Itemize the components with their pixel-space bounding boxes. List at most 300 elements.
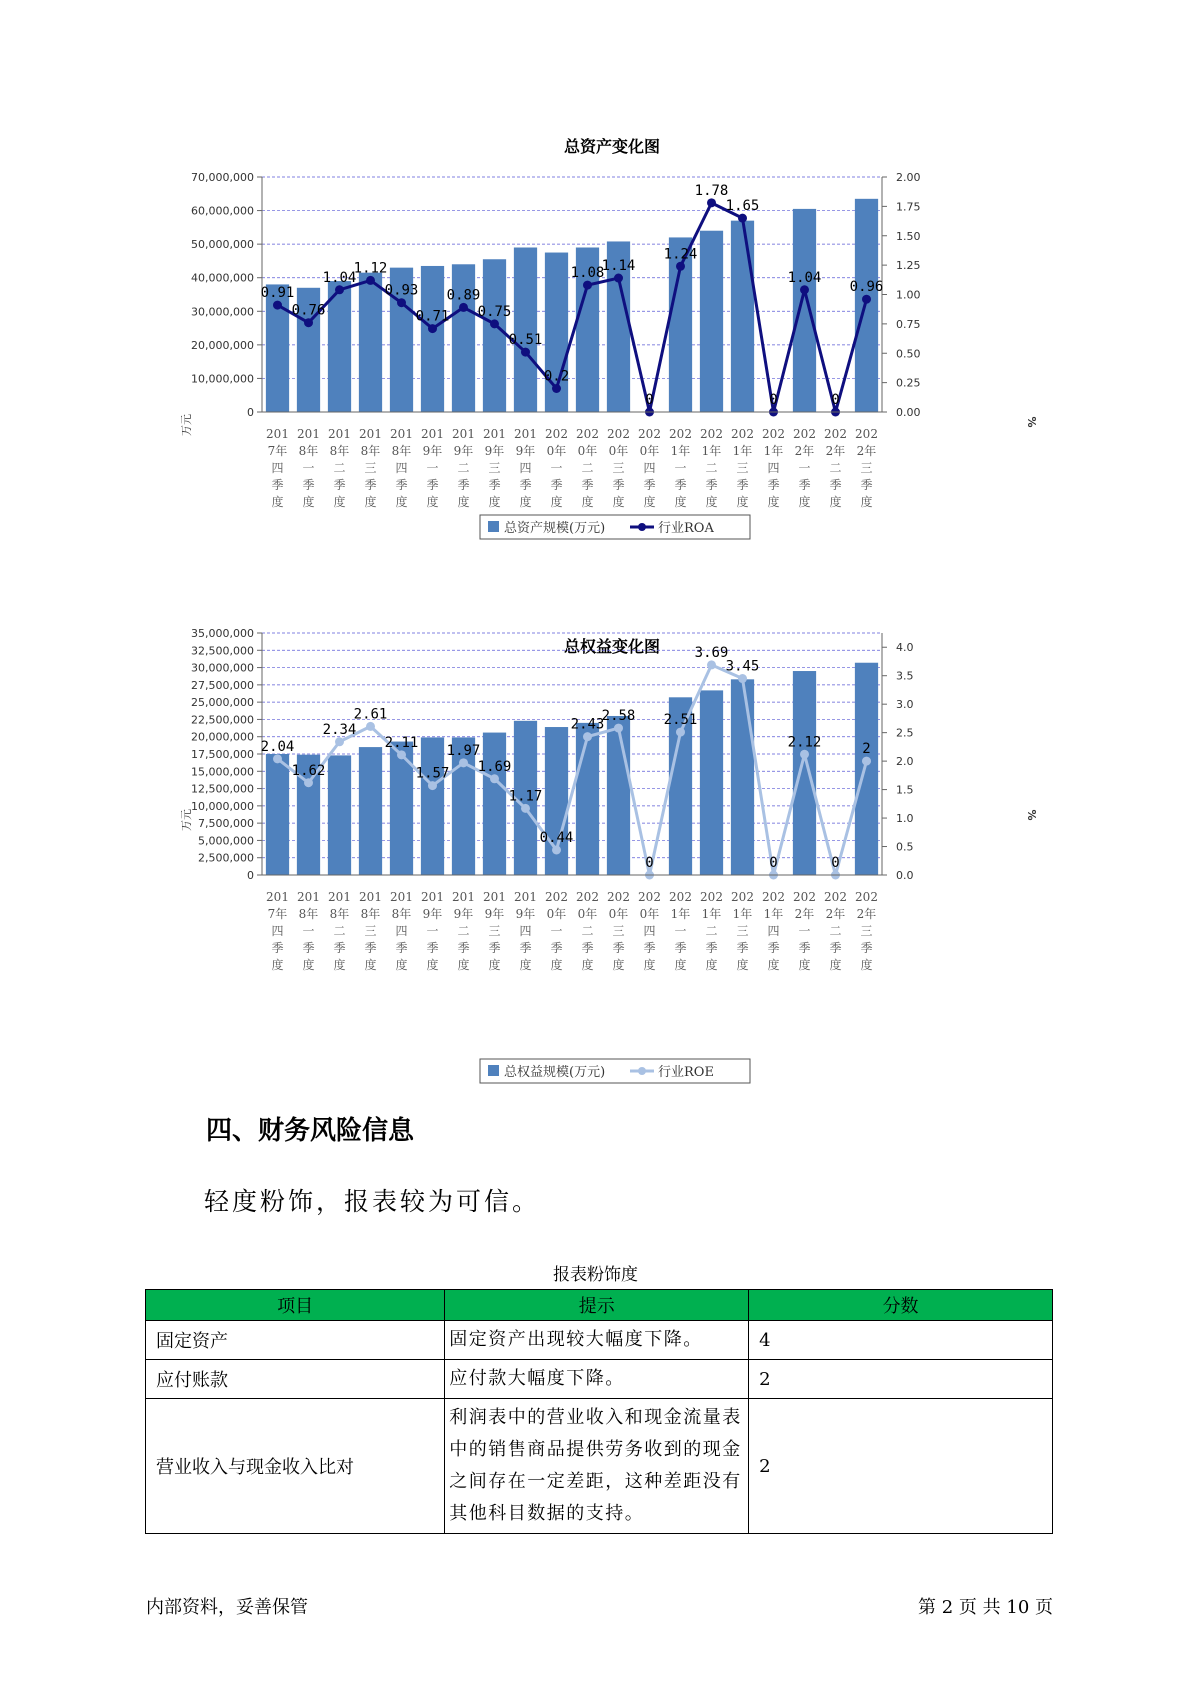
chart-legend <box>480 1059 750 1083</box>
x-tick-label-line: 202 <box>855 427 878 441</box>
x-tick-label <box>669 890 692 972</box>
bar <box>731 221 754 412</box>
y-tick-label: 2,500,000 <box>198 851 254 865</box>
x-tick-label-line: 季 <box>426 478 439 492</box>
header-hint: 提示 <box>445 1290 749 1321</box>
y2-tick-label: 1.50 <box>896 229 921 243</box>
y2-axis-label: % <box>1025 416 1038 428</box>
x-tick-label-line: 季 <box>829 478 842 492</box>
x-tick-label <box>421 427 444 509</box>
x-tick-label <box>328 890 351 972</box>
x-tick-label-line: 度 <box>457 495 470 509</box>
x-tick-label-line: 季 <box>643 941 656 955</box>
data-label: 1.12 <box>353 260 388 277</box>
data-label: 0 <box>645 855 654 871</box>
section-heading: 四、财务风险信息 <box>206 1116 415 1146</box>
x-tick-label <box>793 427 816 509</box>
x-tick-label-line: 季 <box>364 478 377 492</box>
x-tick-label-line: 度 <box>550 958 563 972</box>
data-label: 0.76 <box>291 302 326 319</box>
x-tick-label-line: 三 <box>364 461 377 475</box>
risk-summary: 轻度粉饰，报表较为可信。 <box>204 1187 541 1216</box>
x-tick-label <box>638 427 661 509</box>
x-tick-label-line: 二 <box>829 924 842 938</box>
x-tick-label-line: 202 <box>545 890 568 904</box>
x-tick-label-line: 季 <box>860 478 873 492</box>
bar <box>793 671 816 875</box>
x-tick-label-line: 201 <box>452 890 475 904</box>
x-tick-label-line: 202 <box>700 427 723 441</box>
footer-confidential: 内部资料，妥善保管 <box>146 1597 308 1618</box>
x-tick-label-line: 季 <box>798 941 811 955</box>
x-tick-label-line: 8年 <box>298 444 319 458</box>
x-tick-label-line: 度 <box>581 958 594 972</box>
x-tick-label-line: 季 <box>767 478 780 492</box>
x-tick-label-line: 二 <box>829 461 842 475</box>
x-tick-label-line: 202 <box>731 890 754 904</box>
data-label: 1.65 <box>725 198 760 215</box>
y-tick-label: 60,000,000 <box>191 204 254 218</box>
table-row <box>146 1399 1053 1534</box>
data-label: 2.04 <box>260 738 295 755</box>
x-tick-label-line: 二 <box>457 924 470 938</box>
x-tick-label-line: 三 <box>736 924 749 938</box>
x-tick-label-line: 202 <box>731 427 754 441</box>
x-tick-label-line: 二 <box>705 461 718 475</box>
row-hint: 利润表中的营业收入和现金流量表中的销售商品提供劳务收到的现金之间存在一定差距，这种差距没有其他科目数据的支持。 <box>445 1399 749 1534</box>
x-tick-label-line: 三 <box>612 461 625 475</box>
x-tick-label-line: 季 <box>519 941 532 955</box>
series-point <box>738 214 747 223</box>
x-tick-label-line: 二 <box>705 924 718 938</box>
x-tick-label-line: 202 <box>669 427 692 441</box>
data-label: 0.96 <box>849 279 884 296</box>
data-label: 0.91 <box>260 285 295 302</box>
x-tick-label <box>452 427 475 509</box>
bar <box>328 281 351 412</box>
series-point <box>459 303 468 312</box>
y2-tick-label: 1.75 <box>896 200 921 214</box>
x-tick-label-line: 201 <box>421 427 444 441</box>
data-label: 2 <box>862 741 871 758</box>
x-tick-label-line: 2年 <box>794 444 815 458</box>
x-tick-label-line: 季 <box>426 941 439 955</box>
series-point <box>800 285 809 294</box>
x-tick-label-line: 201 <box>483 890 506 904</box>
x-tick-label-line: 度 <box>550 495 563 509</box>
x-tick-label-line: 度 <box>829 958 842 972</box>
x-tick-label-line: 201 <box>359 890 382 904</box>
x-tick-label-line: 8年 <box>391 444 412 458</box>
row-score: 2 <box>749 1399 1053 1534</box>
x-tick-label-line: 202 <box>762 890 785 904</box>
x-tick-label-line: 202 <box>607 427 630 441</box>
x-tick-label-line: 二 <box>457 461 470 475</box>
x-tick-label-line: 度 <box>674 495 687 509</box>
data-label: 1.17 <box>508 788 543 805</box>
y-tick-label: 50,000,000 <box>191 238 254 252</box>
x-tick-label-line: 1年 <box>732 907 753 921</box>
y-tick-label: 40,000,000 <box>191 271 254 285</box>
x-tick-label-line: 201 <box>390 890 413 904</box>
y2-tick-label: 2.0 <box>896 755 914 769</box>
row-item: 营业收入与现金收入比对 <box>146 1399 445 1534</box>
data-label: 0 <box>645 392 654 408</box>
x-tick-label-line: 0年 <box>546 907 567 921</box>
series-point <box>614 724 623 733</box>
x-tick-label-line: 季 <box>519 478 532 492</box>
risk-table <box>145 1289 1053 1534</box>
x-tick-label-line: 度 <box>612 958 625 972</box>
data-label: 1.62 <box>291 762 326 779</box>
x-tick-label <box>762 890 785 972</box>
x-tick-label-line: 201 <box>421 890 444 904</box>
x-tick-label-line: 9年 <box>484 907 505 921</box>
legend-bar-label: 总资产规模(万元) <box>504 521 606 536</box>
x-tick-label-line: 度 <box>705 958 718 972</box>
x-tick-label-line: 201 <box>514 890 537 904</box>
x-tick-label <box>359 890 382 972</box>
x-tick-label <box>607 890 630 972</box>
x-tick-label-line: 2年 <box>856 907 877 921</box>
series-point <box>552 845 561 854</box>
chart-title: 总资产变化图 <box>563 137 661 156</box>
x-tick-label <box>452 890 475 972</box>
x-tick-label-line: 202 <box>545 427 568 441</box>
data-label: 0.71 <box>415 308 450 325</box>
x-tick-label-line: 度 <box>860 958 873 972</box>
series-point <box>490 774 499 783</box>
x-tick-label-line: 度 <box>798 958 811 972</box>
x-tick-label-line: 202 <box>576 427 599 441</box>
bar <box>328 755 351 875</box>
x-tick-label-line: 三 <box>860 924 873 938</box>
x-tick-label-line: 一 <box>674 924 687 938</box>
y2-tick-label: 0.00 <box>896 406 921 419</box>
y-tick-label: 10,000,000 <box>191 799 254 813</box>
x-tick-label-line: 度 <box>767 958 780 972</box>
x-tick-label <box>359 427 382 509</box>
x-tick-label-line: 度 <box>612 495 625 509</box>
x-tick-label <box>328 427 351 509</box>
x-tick-label-line: 202 <box>793 427 816 441</box>
table-row <box>146 1321 1053 1360</box>
x-tick-label-line: 8年 <box>298 907 319 921</box>
y2-tick-label: 3.0 <box>896 698 914 712</box>
y-tick-label: 15,000,000 <box>191 765 254 779</box>
y2-tick-label: 1.0 <box>896 812 914 826</box>
series-point <box>583 732 592 741</box>
x-tick-label-line: 一 <box>674 461 687 475</box>
x-tick-label-line: 度 <box>519 958 532 972</box>
x-tick-label-line: 一 <box>426 924 439 938</box>
x-tick-label-line: 度 <box>364 495 377 509</box>
table-caption: 报表粉饰度 <box>553 1265 638 1285</box>
x-tick-label-line: 季 <box>488 478 501 492</box>
x-tick-label-line: 201 <box>297 890 320 904</box>
x-tick-label-line: 季 <box>767 941 780 955</box>
y2-tick-label: 1.00 <box>896 288 921 302</box>
x-tick-label-line: 度 <box>705 495 718 509</box>
x-tick-label-line: 季 <box>550 941 563 955</box>
x-tick-label-line: 季 <box>705 941 718 955</box>
x-tick-label-line: 度 <box>395 958 408 972</box>
y-tick-label: 0 <box>247 406 254 419</box>
series-point <box>614 274 623 283</box>
x-tick-label <box>266 427 289 509</box>
data-label: 0.93 <box>384 282 419 299</box>
bar <box>793 209 816 412</box>
x-tick-label-line: 二 <box>581 924 594 938</box>
x-tick-label-line: 201 <box>297 427 320 441</box>
chart-legend <box>480 515 750 539</box>
data-label: 0.44 <box>539 829 574 846</box>
x-tick-label-line: 一 <box>798 461 811 475</box>
x-tick-label-line: 202 <box>824 890 847 904</box>
series-point <box>676 262 685 271</box>
data-label: 2.43 <box>570 716 605 733</box>
x-tick-label-line: 季 <box>550 478 563 492</box>
data-label: 1.69 <box>477 758 512 775</box>
x-tick-label-line: 季 <box>364 941 377 955</box>
x-tick-label-line: 9年 <box>453 907 474 921</box>
x-tick-label-line: 一 <box>302 461 315 475</box>
x-tick-label-line: 9年 <box>422 907 443 921</box>
x-tick-label-line: 9年 <box>515 444 536 458</box>
x-tick-label-line: 1年 <box>701 907 722 921</box>
x-tick-label <box>421 890 444 972</box>
x-tick-label <box>855 890 878 972</box>
x-tick-label-line: 度 <box>271 958 284 972</box>
data-label: 0.2 <box>543 368 570 385</box>
x-tick-label-line: 201 <box>390 427 413 441</box>
y2-tick-label: 0.25 <box>896 376 921 390</box>
x-tick-label-line: 四 <box>395 461 408 475</box>
x-tick-label <box>762 427 785 509</box>
y2-tick-label: 1.25 <box>896 259 921 273</box>
y-tick-label: 17,500,000 <box>191 748 254 761</box>
x-tick-label-line: 二 <box>333 461 346 475</box>
x-tick-label-line: 2年 <box>825 907 846 921</box>
x-tick-label-line: 季 <box>488 941 501 955</box>
y2-tick-label: 0.0 <box>896 869 914 882</box>
series-point <box>335 285 344 294</box>
bar <box>855 199 878 412</box>
series-point <box>862 757 871 766</box>
x-tick-label <box>793 890 816 972</box>
x-tick-label <box>390 890 413 972</box>
x-tick-label <box>266 890 289 972</box>
x-tick-label <box>638 890 661 972</box>
x-tick-label-line: 季 <box>333 478 346 492</box>
x-tick-label-line: 度 <box>426 958 439 972</box>
bar <box>266 754 289 875</box>
data-label: 3.45 <box>725 658 760 675</box>
x-tick-label-line: 度 <box>767 495 780 509</box>
row-item: 应付账款 <box>146 1360 445 1399</box>
data-label: 1.97 <box>446 742 481 759</box>
x-tick-label-line: 度 <box>271 495 284 509</box>
x-tick-label-line: 四 <box>271 924 284 938</box>
x-tick-label <box>297 427 320 509</box>
x-tick-label <box>390 427 413 509</box>
y-tick-label: 32,500,000 <box>191 644 254 658</box>
x-tick-label-line: 季 <box>860 941 873 955</box>
y-axis-label: 万元 <box>180 414 193 436</box>
x-tick-label-line: 度 <box>736 958 749 972</box>
y-tick-label: 20,000,000 <box>191 730 254 744</box>
data-label: 0.89 <box>446 287 481 304</box>
series-point <box>521 348 530 357</box>
x-tick-label <box>576 427 599 509</box>
data-label: 1.04 <box>322 269 357 286</box>
total-assets-chart <box>170 130 1038 550</box>
y2-tick-label: 0.75 <box>896 317 921 331</box>
x-tick-label <box>483 427 506 509</box>
x-tick-label <box>731 890 754 972</box>
x-tick-label <box>514 890 537 972</box>
chart-title: 总权益变化图 <box>563 637 661 656</box>
series-point <box>428 324 437 333</box>
x-tick-label-line: 201 <box>452 427 475 441</box>
x-tick-label-line: 季 <box>705 478 718 492</box>
x-tick-label-line: 二 <box>581 461 594 475</box>
y-tick-label: 7,500,000 <box>198 817 254 831</box>
total-equity-chart <box>170 627 1038 1090</box>
x-tick-label-line: 一 <box>426 461 439 475</box>
data-label: 0.51 <box>508 332 543 349</box>
x-tick-label-line: 季 <box>271 941 284 955</box>
row-score: 2 <box>749 1360 1053 1399</box>
legend-bar-label: 总权益规模(万元) <box>504 1065 606 1080</box>
x-tick-label-line: 度 <box>860 495 873 509</box>
data-label: 2.61 <box>353 706 388 723</box>
x-tick-label <box>514 427 537 509</box>
legend-bar-swatch <box>488 521 499 532</box>
data-label: 0 <box>769 855 778 871</box>
x-tick-label-line: 202 <box>607 890 630 904</box>
x-tick-label-line: 四 <box>767 924 780 938</box>
x-tick-label-line: 9年 <box>453 444 474 458</box>
x-tick-label-line: 季 <box>612 478 625 492</box>
row-item: 固定资产 <box>146 1321 445 1360</box>
y-tick-label: 35,000,000 <box>191 627 254 640</box>
legend-line-label: 行业ROA <box>658 521 714 536</box>
x-tick-label-line: 度 <box>488 495 501 509</box>
data-label: 1.57 <box>415 765 450 782</box>
bar <box>731 679 754 875</box>
x-tick-label-line: 季 <box>581 478 594 492</box>
x-tick-label-line: 季 <box>736 478 749 492</box>
bar <box>359 747 382 875</box>
total-equity-chart-svg <box>170 627 1038 1090</box>
x-tick-label-line: 度 <box>519 495 532 509</box>
x-tick-label-line: 季 <box>333 941 346 955</box>
x-tick-label-line: 度 <box>488 958 501 972</box>
x-tick-label-line: 季 <box>736 941 749 955</box>
x-tick-label-line: 一 <box>798 924 811 938</box>
series-point <box>707 660 716 669</box>
x-tick-label-line: 201 <box>266 427 289 441</box>
data-label: 1.04 <box>787 269 822 286</box>
x-tick-label-line: 一 <box>550 924 563 938</box>
data-label: 3.69 <box>694 644 729 661</box>
x-tick-label <box>669 427 692 509</box>
x-tick-label-line: 0年 <box>608 907 629 921</box>
y-tick-label: 0 <box>247 869 254 882</box>
data-label: 0.75 <box>477 303 512 320</box>
series-point <box>707 198 716 207</box>
x-tick-label-line: 季 <box>798 478 811 492</box>
x-tick-label-line: 季 <box>457 478 470 492</box>
y-tick-label: 20,000,000 <box>191 338 254 352</box>
x-tick-label-line: 度 <box>364 958 377 972</box>
x-tick-label-line: 0年 <box>577 907 598 921</box>
y2-tick-label: 4.0 <box>896 641 914 655</box>
x-tick-label-line: 季 <box>674 478 687 492</box>
x-tick-label <box>700 427 723 509</box>
x-tick-label-line: 季 <box>395 478 408 492</box>
y2-tick-label: 0.5 <box>896 840 914 854</box>
series-point <box>738 674 747 683</box>
x-tick-label <box>545 890 568 972</box>
x-tick-label-line: 季 <box>395 941 408 955</box>
data-label: 0 <box>769 392 778 408</box>
data-label: 1.78 <box>694 182 729 199</box>
bar <box>359 273 382 412</box>
x-tick-label-line: 201 <box>328 427 351 441</box>
data-label: 0 <box>831 855 840 871</box>
x-tick-label <box>855 427 878 509</box>
x-tick-label-line: 8年 <box>329 444 350 458</box>
data-label: 2.58 <box>601 708 636 725</box>
data-label: 2.12 <box>787 734 822 751</box>
x-tick-label <box>824 890 847 972</box>
x-tick-label-line: 202 <box>638 427 661 441</box>
data-label: 1.08 <box>570 265 605 282</box>
y-tick-label: 22,500,000 <box>191 713 254 727</box>
x-tick-label-line: 201 <box>328 890 351 904</box>
x-tick-label <box>483 890 506 972</box>
x-tick-label-line: 7年 <box>267 444 288 458</box>
x-tick-label-line: 201 <box>514 427 537 441</box>
y2-axis-label: % <box>1025 809 1038 821</box>
x-tick-label-line: 2年 <box>794 907 815 921</box>
x-tick-label <box>607 427 630 509</box>
x-tick-label-line: 度 <box>457 958 470 972</box>
x-tick-label-line: 季 <box>302 478 315 492</box>
x-tick-label-line: 202 <box>793 890 816 904</box>
x-tick-label-line: 季 <box>612 941 625 955</box>
bar <box>421 266 444 412</box>
x-tick-label-line: 三 <box>488 924 501 938</box>
x-tick-label-line: 四 <box>519 924 532 938</box>
total-assets-chart-svg <box>170 130 1038 550</box>
x-tick-label-line: 度 <box>798 495 811 509</box>
x-tick-label-line: 季 <box>271 478 284 492</box>
x-tick-label-line: 9年 <box>422 444 443 458</box>
x-tick-label-line: 202 <box>576 890 599 904</box>
x-tick-label-line: 季 <box>829 941 842 955</box>
footer-page-number: 第 2 页 共 10 页 <box>918 1597 1053 1618</box>
x-tick-label-line: 四 <box>643 924 656 938</box>
x-tick-label-line: 202 <box>669 890 692 904</box>
y2-tick-label: 3.5 <box>896 669 914 683</box>
x-tick-label <box>297 890 320 972</box>
x-tick-label-line: 季 <box>643 478 656 492</box>
x-tick-label-line: 1年 <box>763 444 784 458</box>
y-tick-label: 25,000,000 <box>191 696 254 710</box>
